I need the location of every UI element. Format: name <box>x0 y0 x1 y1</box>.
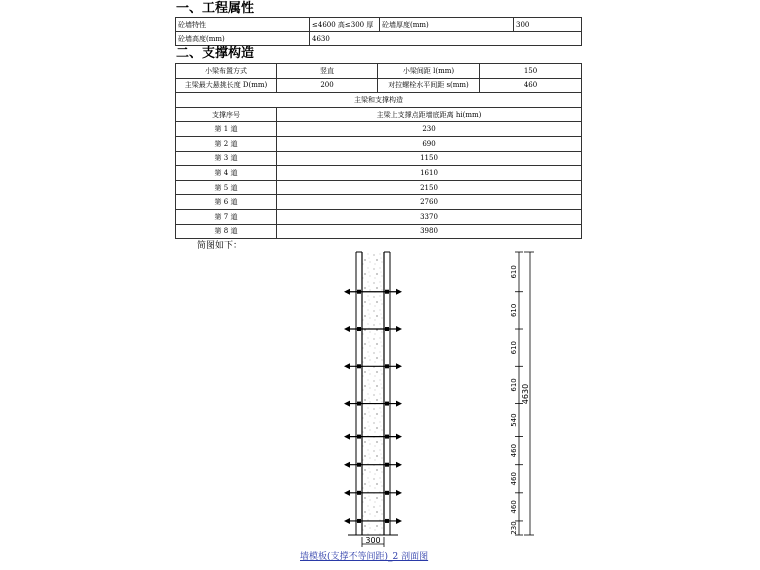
support-height: 690 <box>277 136 582 151</box>
main-beam-right <box>385 463 389 467</box>
main-beam-right <box>385 519 389 523</box>
main-beam-left <box>357 327 361 331</box>
tie-bolt-arrow-right <box>396 363 402 369</box>
segment-dim-label: 460 <box>510 443 518 458</box>
segment-dim-label: 610 <box>510 340 518 355</box>
main-beam-left <box>357 519 361 523</box>
main-beam-right <box>385 290 389 294</box>
segment-dim-label: 540 <box>510 413 518 427</box>
table-cell: 砼墙厚度(mm) <box>380 18 514 32</box>
figure-title-link[interactable]: 墙模板(支撑不等间距)_2 剖面图 <box>300 552 429 562</box>
support-index: 第 8 道 <box>176 224 277 239</box>
support-height: 3370 <box>277 209 582 224</box>
tie-bolt-arrow-left <box>344 289 350 295</box>
segment-dim-label: 230 <box>510 521 518 535</box>
section2-title: 二、支撑构造 <box>176 46 255 61</box>
table-cell: ≤4600 高≤300 厚 <box>310 18 380 32</box>
tie-bolt-arrow-left <box>344 490 350 496</box>
tie-bolt-arrow-right <box>396 490 402 496</box>
table-cell: 主梁最大悬挑长度 D(mm) <box>176 78 277 93</box>
table-cell: 150 <box>480 64 582 79</box>
tie-bolt-arrow-left <box>344 326 350 332</box>
table-cell: 竖直 <box>277 64 378 79</box>
tie-bolt-arrow-right <box>396 289 402 295</box>
tie-bolt-arrow-right <box>396 518 402 524</box>
tie-bolt-arrow-left <box>344 462 350 468</box>
support-index: 第 7 道 <box>176 209 277 224</box>
support-index: 第 5 道 <box>176 180 277 195</box>
main-beam-right <box>385 402 389 406</box>
table-cell: 300 <box>514 18 582 32</box>
table-cell: 对拉螺栓水平间距 s(mm) <box>378 78 480 93</box>
tie-bolt-arrow-right <box>396 401 402 407</box>
tie-bolt-arrow-left <box>344 401 350 407</box>
main-beam-left <box>357 491 361 495</box>
support-height: 2760 <box>277 195 582 210</box>
tie-bolt-arrow-left <box>344 518 350 524</box>
section1-title: 一、工程属性 <box>176 1 255 16</box>
main-beam-left <box>357 402 361 406</box>
table-cell: 200 <box>277 78 378 93</box>
tie-bolt-arrow-left <box>344 434 350 440</box>
column-header: 主梁上支撑点距墙底距离 hi(mm) <box>277 107 582 122</box>
support-index: 第 6 道 <box>176 195 277 210</box>
table-cell: 4630 <box>310 32 582 46</box>
table-cell: 小梁布置方式 <box>176 64 277 79</box>
width-dim-label: 300 <box>365 536 381 545</box>
tie-bolt-arrow-right <box>396 434 402 440</box>
main-beam-right <box>385 327 389 331</box>
main-beam-right <box>385 364 389 368</box>
column-header: 支撑序号 <box>176 107 277 122</box>
support-height: 1150 <box>277 151 582 166</box>
main-beam-left <box>357 364 361 368</box>
main-beam-right <box>385 435 389 439</box>
diagram-caption: 简图如下： <box>197 241 243 251</box>
main-beam-left <box>357 290 361 294</box>
support-index: 第 3 道 <box>176 151 277 166</box>
tie-bolt-arrow-left <box>344 363 350 369</box>
support-index: 第 1 道 <box>176 122 277 137</box>
support-height: 3980 <box>277 224 582 239</box>
segment-dim-label: 460 <box>510 472 518 486</box>
table-cell: 砼墙高度(mm) <box>176 32 310 46</box>
table-cell: 砼墙特性 <box>176 18 310 32</box>
segment-dim-label: 610 <box>510 265 518 279</box>
main-beam-right <box>385 491 389 495</box>
total-height-label: 4630 <box>521 383 530 405</box>
table-cell: 460 <box>480 78 582 93</box>
support-index: 第 4 道 <box>176 166 277 181</box>
table-cell: 小梁间距 l(mm) <box>378 64 480 79</box>
tie-bolt-arrow-right <box>396 326 402 332</box>
segment-dim-label: 610 <box>510 378 518 392</box>
support-height: 230 <box>277 122 582 137</box>
segment-dim-label: 610 <box>510 303 518 318</box>
main-beam-left <box>357 435 361 439</box>
tie-bolt-arrow-right <box>396 462 402 468</box>
support-height: 2150 <box>277 180 582 195</box>
main-beam-left <box>357 463 361 467</box>
table-subheader: 主梁和支撑构造 <box>176 93 582 108</box>
segment-dim-label: 460 <box>510 500 518 514</box>
support-index: 第 2 道 <box>176 136 277 151</box>
support-height: 1610 <box>277 166 582 181</box>
